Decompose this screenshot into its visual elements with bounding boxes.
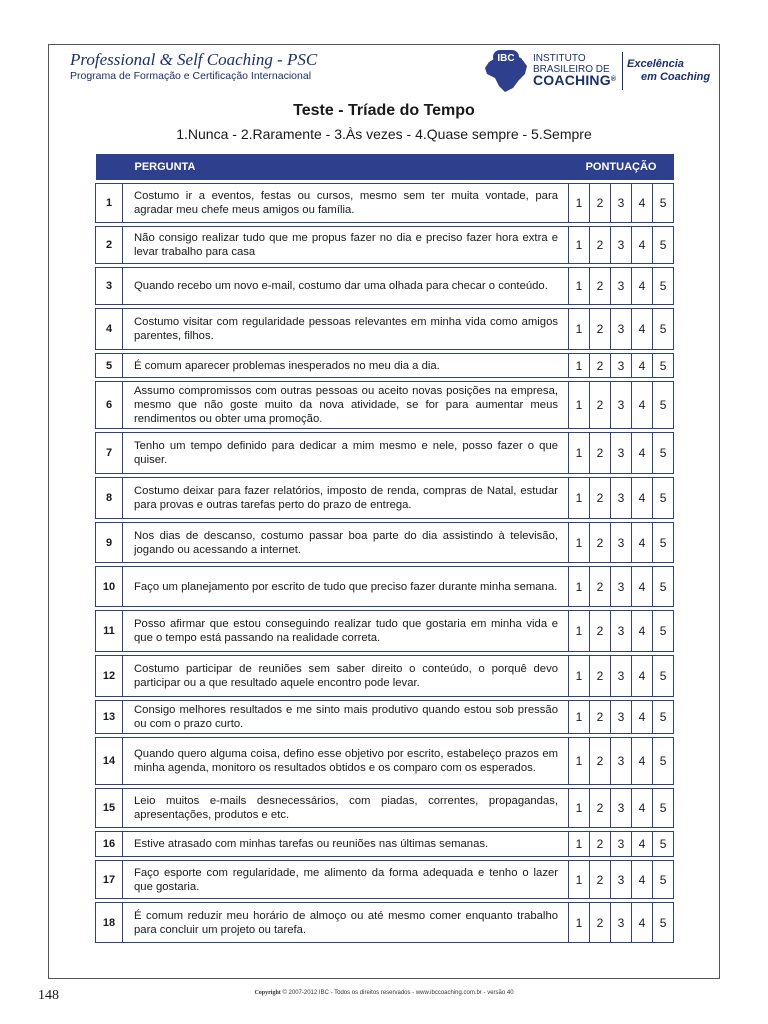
scale-legend: 1.Nunca - 2.Raramente - 3.Às vezes - 4.Quase sempre - 5.Sempre — [176, 126, 592, 142]
question-number: 18 — [96, 903, 123, 943]
score-option-5[interactable]: 5 — [653, 611, 674, 652]
score-option-5[interactable]: 5 — [653, 382, 674, 429]
table-row — [96, 523, 674, 563]
score-option-4[interactable]: 4 — [632, 382, 653, 429]
header-question: PERGUNTA — [96, 154, 569, 180]
score-option-5[interactable]: 5 — [653, 227, 674, 264]
question-text: Costumo deixar para fazer relatórios, imposto de renda, compras de Natal, estudar para provas e outras tarefas perto do prazo de entrega. — [123, 478, 569, 519]
score-option-5[interactable]: 5 — [653, 903, 674, 943]
slogan-line1: Excelência — [627, 58, 684, 70]
score-option-3[interactable]: 3 — [611, 433, 632, 474]
question-number: 12 — [96, 656, 123, 697]
question-text: Nos dias de descanso, costumo passar boa parte do dia assistindo à televisão, jogando ou acessando a internet. — [123, 523, 569, 563]
score-option-4[interactable]: 4 — [632, 567, 653, 607]
table-row — [96, 184, 674, 223]
score-option-4[interactable]: 4 — [632, 738, 653, 785]
question-number: 5 — [96, 354, 123, 378]
score-option-1[interactable]: 1 — [569, 478, 590, 519]
copyright-label: Copyright — [254, 990, 281, 996]
question-number: 2 — [96, 227, 123, 264]
brazil-map-icon — [481, 48, 531, 94]
program-subtitle: Programa de Formação e Certificação Internacional — [70, 70, 312, 82]
score-option-3[interactable]: 3 — [611, 382, 632, 429]
score-option-5[interactable]: 5 — [653, 523, 674, 563]
score-option-4[interactable]: 4 — [632, 701, 653, 734]
score-option-1[interactable]: 1 — [569, 523, 590, 563]
score-option-3[interactable]: 3 — [611, 832, 632, 857]
score-option-3[interactable]: 3 — [611, 567, 632, 607]
question-text: Assumo compromissos com outras pessoas ou aceito novas posições na empresa, mesmo que não goste muito da nova atividade, se for para aumentar meus rendimentos ou obter uma promoção. — [123, 382, 569, 429]
score-option-3[interactable]: 3 — [611, 268, 632, 305]
score-option-4[interactable]: 4 — [632, 309, 653, 350]
question-text: Faço esporte com regularidade, me alimento da forma adequada e tenho o lazer que gostaria. — [123, 861, 569, 899]
question-text: Tenho um tempo definido para dedicar a mim mesmo e nele, posso fazer o que quiser. — [123, 433, 569, 474]
table-row — [96, 567, 674, 607]
score-option-1[interactable]: 1 — [569, 184, 590, 223]
question-number: 1 — [96, 184, 123, 223]
ibc-logo — [481, 48, 717, 94]
score-option-4[interactable]: 4 — [632, 184, 653, 223]
header-score: PONTUAÇÃO — [569, 154, 674, 180]
score-option-2[interactable]: 2 — [590, 523, 611, 563]
question-text: Costumo participar de reuniões sem saber direito o conteúdo, o porquê devo participar ou a que resultado aquele encontro pode levar. — [123, 656, 569, 697]
question-text: Consigo melhores resultados e me sinto mais produtivo quando estou sob pressão ou com o prazo curto. — [123, 701, 569, 734]
score-option-2[interactable]: 2 — [590, 738, 611, 785]
score-option-2[interactable]: 2 — [590, 227, 611, 264]
score-option-5[interactable]: 5 — [653, 861, 674, 899]
score-option-1[interactable]: 1 — [569, 903, 590, 943]
score-option-4[interactable]: 4 — [632, 656, 653, 697]
table-row — [96, 861, 674, 899]
score-option-5[interactable]: 5 — [653, 656, 674, 697]
score-option-2[interactable]: 2 — [590, 656, 611, 697]
table-row — [96, 701, 674, 734]
table-row — [96, 433, 674, 474]
table-row — [96, 268, 674, 305]
score-option-1[interactable]: 1 — [569, 656, 590, 697]
score-option-3[interactable]: 3 — [611, 184, 632, 223]
score-option-5[interactable]: 5 — [653, 433, 674, 474]
score-option-3[interactable]: 3 — [611, 611, 632, 652]
table-row — [96, 309, 674, 350]
score-option-3[interactable]: 3 — [611, 738, 632, 785]
question-number: 16 — [96, 832, 123, 857]
question-number: 7 — [96, 433, 123, 474]
score-option-5[interactable]: 5 — [653, 478, 674, 519]
score-option-1[interactable]: 1 — [569, 309, 590, 350]
score-option-3[interactable]: 3 — [611, 789, 632, 828]
score-option-1[interactable]: 1 — [569, 354, 590, 378]
question-number: 9 — [96, 523, 123, 563]
question-number: 17 — [96, 861, 123, 899]
question-number: 14 — [96, 738, 123, 785]
question-text: Estive atrasado com minhas tarefas ou reuniões nas últimas semanas. — [123, 832, 569, 857]
question-text: Quando quero alguma coisa, defino esse objetivo por escrito, estabeleço prazos em minha agenda, monitoro os resultados obtidos e os comparo com os esperados. — [123, 738, 569, 785]
slogan-line2: em Coaching — [641, 71, 711, 83]
question-number: 8 — [96, 478, 123, 519]
score-option-4[interactable]: 4 — [632, 611, 653, 652]
score-option-1[interactable]: 1 — [569, 227, 590, 264]
score-option-1[interactable]: 1 — [569, 738, 590, 785]
score-option-4[interactable]: 4 — [632, 227, 653, 264]
score-option-3[interactable]: 3 — [611, 478, 632, 519]
score-option-1[interactable]: 1 — [569, 861, 590, 899]
logo-separator — [622, 52, 623, 90]
score-option-3[interactable]: 3 — [611, 903, 632, 943]
score-option-1[interactable]: 1 — [569, 701, 590, 734]
score-option-4[interactable]: 4 — [632, 861, 653, 899]
question-number: 15 — [96, 789, 123, 828]
score-option-2[interactable]: 2 — [590, 354, 611, 378]
registered-mark: ® — [610, 76, 617, 83]
score-option-1[interactable]: 1 — [569, 832, 590, 857]
question-number: 3 — [96, 268, 123, 305]
question-text: Faço um planejamento por escrito de tudo que preciso fazer durante minha semana. — [123, 567, 569, 607]
program-title: Professional & Self Coaching - PSC — [70, 50, 318, 69]
table-row — [96, 382, 674, 429]
score-option-2[interactable]: 2 — [590, 701, 611, 734]
page-number: 148 — [38, 988, 59, 1003]
question-text: É comum reduzir meu horário de almoço ou até mesmo comer enquanto trabalho para concluir um projeto ou tarefa. — [123, 903, 569, 943]
question-number: 6 — [96, 382, 123, 429]
table-row — [96, 789, 674, 828]
table-row — [96, 227, 674, 264]
score-option-2[interactable]: 2 — [590, 832, 611, 857]
question-text: É comum aparecer problemas inesperados no meu dia a dia. — [123, 354, 569, 378]
score-option-2[interactable]: 2 — [590, 903, 611, 943]
question-text: Costumo ir a eventos, festas ou cursos, mesmo sem ter muita vontade, para agradar meu chefe meus amigos ou família. — [123, 184, 569, 223]
score-option-5[interactable]: 5 — [653, 701, 674, 734]
question-text: Costumo visitar com regularidade pessoas relevantes em minha vida como amigos parentes, filhos. — [123, 309, 569, 350]
question-text: Posso afirmar que estou conseguindo realizar tudo que gostaria em minha vida e que o tempo está passando na realidade correta. — [123, 611, 569, 652]
score-option-3[interactable]: 3 — [611, 227, 632, 264]
logo-badge: IBC — [497, 53, 515, 64]
score-option-1[interactable]: 1 — [569, 268, 590, 305]
score-option-3[interactable]: 3 — [611, 354, 632, 378]
score-option-5[interactable]: 5 — [653, 567, 674, 607]
score-option-3[interactable]: 3 — [611, 701, 632, 734]
score-option-5[interactable]: 5 — [653, 184, 674, 223]
score-option-1[interactable]: 1 — [569, 611, 590, 652]
score-option-4[interactable]: 4 — [632, 268, 653, 305]
question-number: 13 — [96, 701, 123, 734]
score-option-4[interactable]: 4 — [632, 523, 653, 563]
score-option-5[interactable]: 5 — [653, 268, 674, 305]
score-option-2[interactable]: 2 — [590, 789, 611, 828]
score-option-1[interactable]: 1 — [569, 382, 590, 429]
score-option-2[interactable]: 2 — [590, 268, 611, 305]
score-option-5[interactable]: 5 — [653, 832, 674, 857]
question-text: Não consigo realizar tudo que me propus fazer no dia e preciso fazer hora extra e levar trabalho para casa — [123, 227, 569, 264]
score-option-2[interactable]: 2 — [590, 382, 611, 429]
table-row — [96, 903, 674, 943]
score-option-1[interactable]: 1 — [569, 433, 590, 474]
score-option-4[interactable]: 4 — [632, 354, 653, 378]
score-option-1[interactable]: 1 — [569, 789, 590, 828]
question-number: 4 — [96, 309, 123, 350]
logo-slogan — [627, 58, 710, 84]
logo-line3: COACHING — [533, 72, 611, 88]
table-row — [96, 656, 674, 697]
score-option-2[interactable]: 2 — [590, 567, 611, 607]
question-text: Leio muitos e-mails desnecessários, com piadas, correntes, propagandas, apresentações, produtos e etc. — [123, 789, 569, 828]
score-option-3[interactable]: 3 — [611, 309, 632, 350]
table-row — [96, 478, 674, 519]
score-option-2[interactable]: 2 — [590, 184, 611, 223]
score-option-5[interactable]: 5 — [653, 738, 674, 785]
copyright-text: © 2007-2012 IBC - Todos os direitos reservados - www.ibccoaching.com.br - versão 40 — [282, 990, 514, 996]
score-option-5[interactable]: 5 — [653, 354, 674, 378]
logo-line1: INSTITUTO — [533, 53, 586, 64]
score-option-4[interactable]: 4 — [632, 433, 653, 474]
score-option-5[interactable]: 5 — [653, 789, 674, 828]
table-row — [96, 738, 674, 785]
score-option-2[interactable]: 2 — [590, 309, 611, 350]
logo-wordmark — [533, 54, 616, 86]
score-option-2[interactable]: 2 — [590, 478, 611, 519]
table-header-row — [96, 154, 674, 180]
test-title: Teste - Tríade do Tempo — [293, 102, 475, 119]
questionnaire-table — [95, 154, 674, 943]
score-option-2[interactable]: 2 — [590, 611, 611, 652]
score-option-3[interactable]: 3 — [611, 656, 632, 697]
score-option-2[interactable]: 2 — [590, 433, 611, 474]
copyright — [0, 990, 768, 996]
score-option-4[interactable]: 4 — [632, 903, 653, 943]
table-row — [96, 611, 674, 652]
score-option-1[interactable]: 1 — [569, 567, 590, 607]
score-option-4[interactable]: 4 — [632, 832, 653, 857]
score-option-3[interactable]: 3 — [611, 861, 632, 899]
logo-line2: BRASILEIRO DE — [533, 63, 610, 75]
score-option-4[interactable]: 4 — [632, 478, 653, 519]
question-number: 11 — [96, 611, 123, 652]
table-row — [96, 354, 674, 378]
score-option-2[interactable]: 2 — [590, 861, 611, 899]
score-option-3[interactable]: 3 — [611, 523, 632, 563]
score-option-5[interactable]: 5 — [653, 309, 674, 350]
table-row — [96, 832, 674, 857]
score-option-4[interactable]: 4 — [632, 789, 653, 828]
question-number: 10 — [96, 567, 123, 607]
question-text: Quando recebo um novo e-mail, costumo dar uma olhada para checar o conteúdo. — [123, 268, 569, 305]
